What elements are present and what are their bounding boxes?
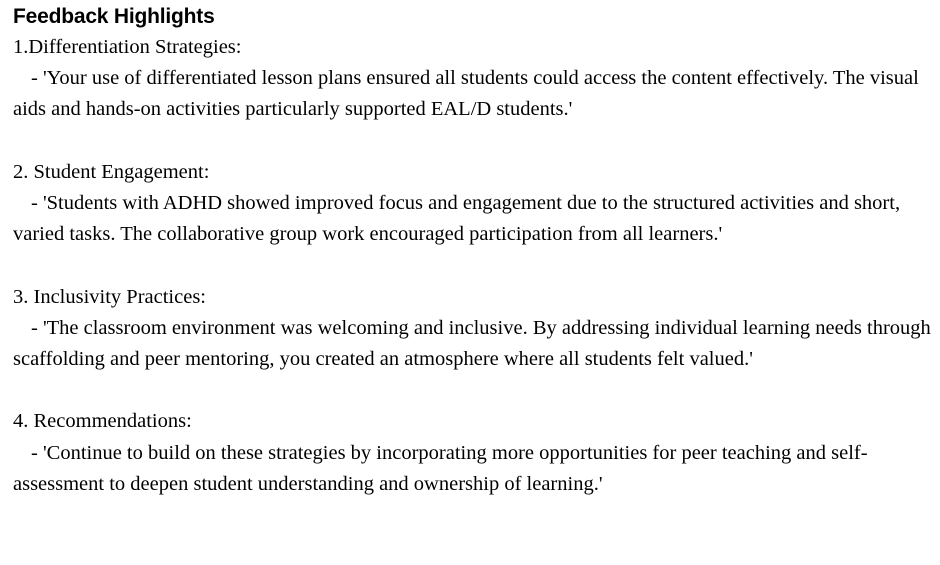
section-heading: 4. Recommendations: (13, 410, 192, 433)
section-heading: 2. Student Engagement: (13, 160, 210, 183)
section-heading: 3. Inclusivity Practices: (13, 285, 206, 308)
section-quote-text: - 'Your use of differentiated lesson plans ensured all students could access the content effectively. The visual aids and hands-on activities particularly supported EAL/D students.' (13, 67, 919, 121)
section-quote-text: - 'Continue to build on these strategies by incorporating more opportunities for peer teaching and self-assessment to deepen student understanding and ownership of learning.' (13, 441, 868, 495)
feedback-section-differentiation (13, 32, 933, 126)
section-quote (13, 188, 933, 250)
feedback-section-engagement (13, 157, 933, 251)
section-quote-text: - 'Students with ADHD showed improved focus and engagement due to the structured activities and short, varied tasks. The collaborative group work encouraged participation from all learners.' (13, 192, 901, 246)
feedback-section-recommendations (13, 406, 933, 500)
feedback-document (13, 0, 933, 531)
section-quote (13, 313, 933, 375)
section-quote (13, 438, 933, 500)
feedback-section-inclusivity (13, 282, 933, 376)
section-quote (13, 63, 933, 125)
section-heading: 1.Differentiation Strategies: (13, 36, 242, 58)
document-title: Feedback Highlights (13, 5, 215, 28)
section-quote-text: - 'The classroom environment was welcoming and inclusive. By addressing individual learning needs through scaffolding and peer mentoring, you created an atmosphere where all students felt valued.' (13, 316, 931, 370)
